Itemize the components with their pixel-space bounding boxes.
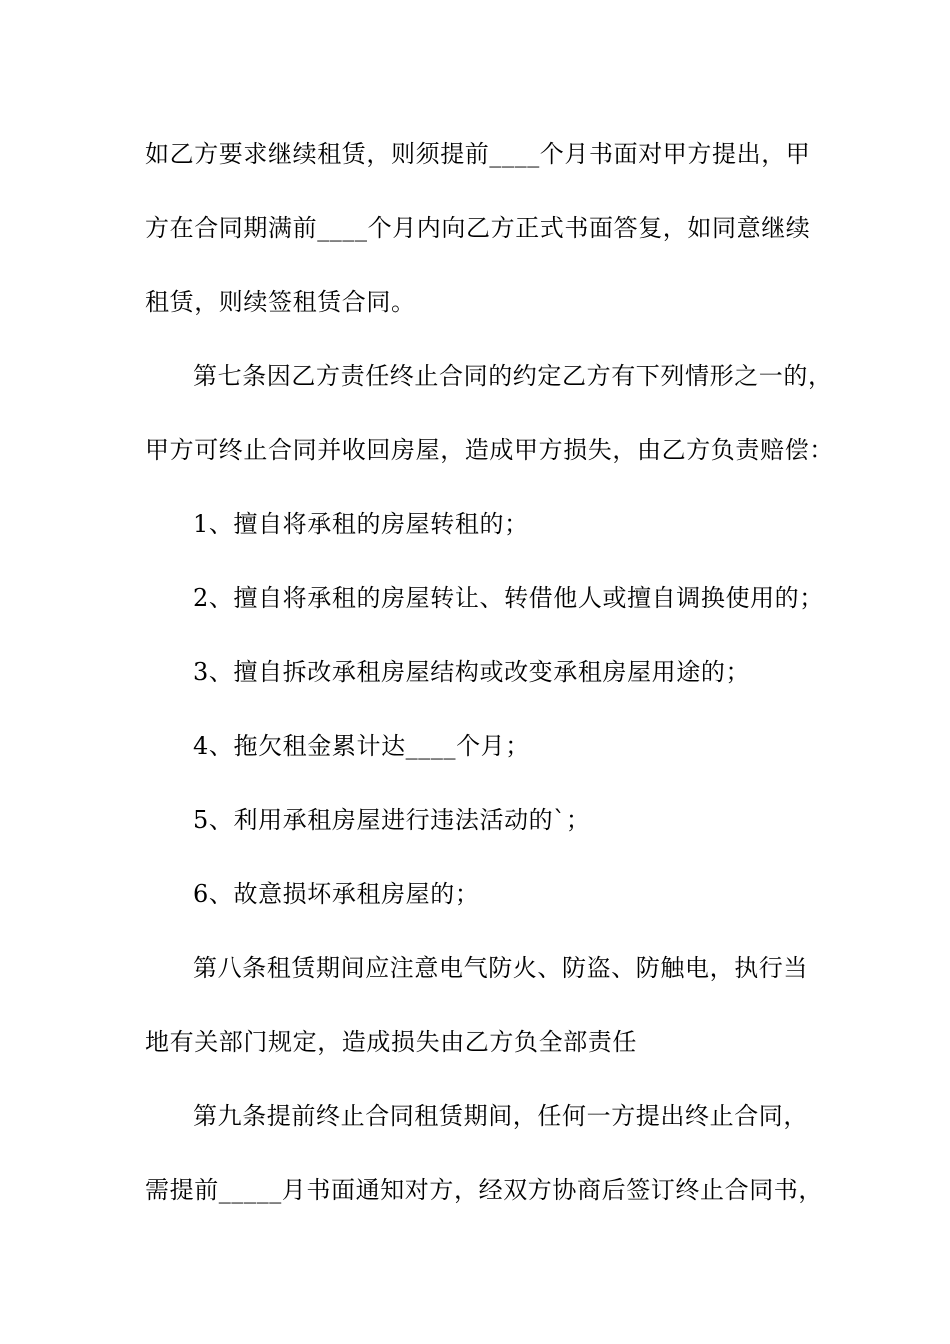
list-item-6: 6、故意损坏承租房屋的； — [193, 880, 480, 908]
paragraph-line-2: 方在合同期满前____个月内向乙方正式书面答复，如同意继续 — [145, 214, 811, 242]
article-7-line-2: 甲方可终止合同并收回房屋，造成甲方损失，由乙方负责赔偿： — [145, 436, 834, 464]
list-item-5: 5、利用承租房屋进行违法活动的`； — [193, 806, 591, 834]
article-9-line-2: 需提前_____月书面通知对方，经双方协商后签订终止合同书， — [145, 1176, 823, 1204]
paragraph-line-1: 如乙方要求继续租赁，则须提前____个月书面对甲方提出，甲 — [145, 140, 811, 168]
list-item-2: 2、擅自将承租的房屋转让、转借他人或擅自调换使用的； — [193, 584, 824, 612]
article-9-line-1: 第九条提前终止合同租赁期间，任何一方提出终止合同， — [193, 1102, 808, 1130]
list-item-3: 3、擅自拆改承租房屋结构或改变承租房屋用途的； — [193, 658, 751, 686]
article-8-line-2: 地有关部门规定，造成损失由乙方负全部责任 — [145, 1028, 637, 1056]
article-7-line-1: 第七条因乙方责任终止合同的约定乙方有下列情形之一的， — [193, 362, 833, 390]
list-item-1: 1、擅自将承租的房屋转租的； — [193, 510, 529, 538]
list-item-4: 4、拖欠租金累计达____个月； — [193, 732, 530, 760]
paragraph-line-3: 租赁，则续签租赁合同。 — [145, 288, 416, 316]
article-8-line-1: 第八条租赁期间应注意电气防火、防盗、防触电，执行当 — [193, 954, 808, 982]
